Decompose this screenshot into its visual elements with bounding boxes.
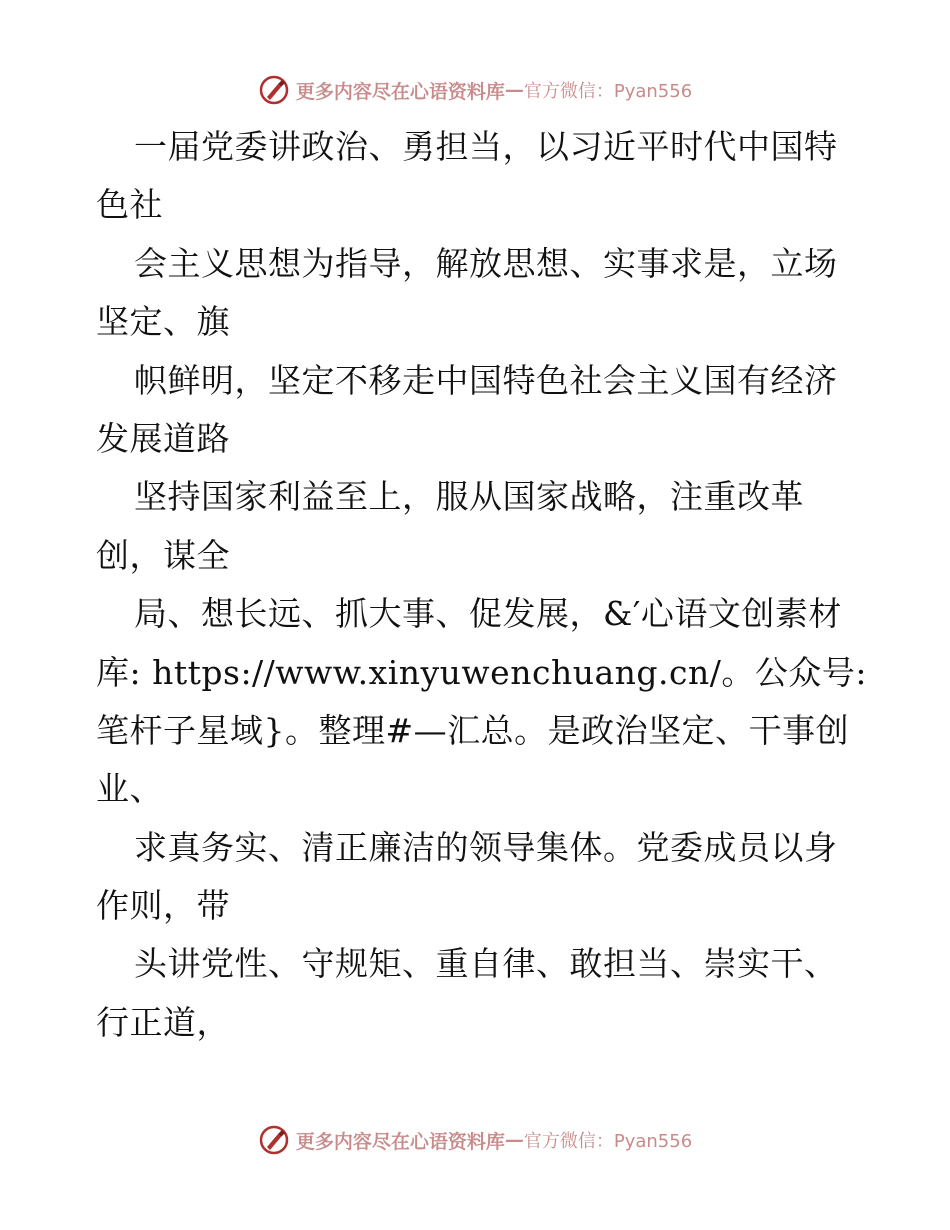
body-line: 行正道，: [96, 1002, 230, 1042]
body-line: 坚持国家利益至上，服从国家战略，注重改革: [134, 477, 804, 517]
body-line: 帜鲜明，坚定不移走中国特色社会主义国有经济: [134, 360, 838, 400]
body-line: 作则，带: [96, 886, 230, 926]
watermark-subtitle: 官方微信：Pyan556: [523, 1131, 693, 1152]
body-line: 发展道路: [96, 418, 230, 458]
body-line: 色社: [96, 185, 163, 225]
body-line: 业、: [96, 769, 163, 809]
document-body: [96, 118, 867, 1052]
body-line: 求真务实、清正廉洁的领导集体。党委成员以身: [134, 827, 838, 867]
body-line: 局、想长远、抓大事、促发展，&′心语文创素材: [134, 594, 842, 634]
watermark-subtitle: 官方微信：Pyan556: [523, 81, 693, 102]
footer-watermark: [0, 1120, 950, 1160]
body-line: 头讲党性、守规矩、重自律、敢担当、崇实干、: [134, 944, 838, 984]
watermark-title: 更多内容尽在心语资料库: [295, 80, 505, 103]
body-line: 笔杆子星域}。整理#—汇总。是政治坚定、干事创: [96, 710, 850, 750]
header-watermark: [0, 70, 950, 110]
watermark-title: 更多内容尽在心语资料库: [295, 1130, 505, 1153]
body-line: 会主义思想为指导，解放思想、实事求是，立场: [134, 243, 838, 283]
pen-logo-icon: [258, 1124, 290, 1156]
watermark-separator: —: [504, 1129, 524, 1151]
watermark-separator: —: [504, 79, 524, 101]
body-line: 坚定、旗: [96, 302, 230, 342]
body-line: 创，谋全: [96, 535, 230, 575]
pen-logo-icon: [258, 74, 290, 106]
body-line: 库: https://www.xinyuwenchuang.cn/。公众号:: [96, 652, 867, 692]
body-line: 一届党委讲政治、勇担当，以习近平时代中国特: [134, 127, 838, 166]
